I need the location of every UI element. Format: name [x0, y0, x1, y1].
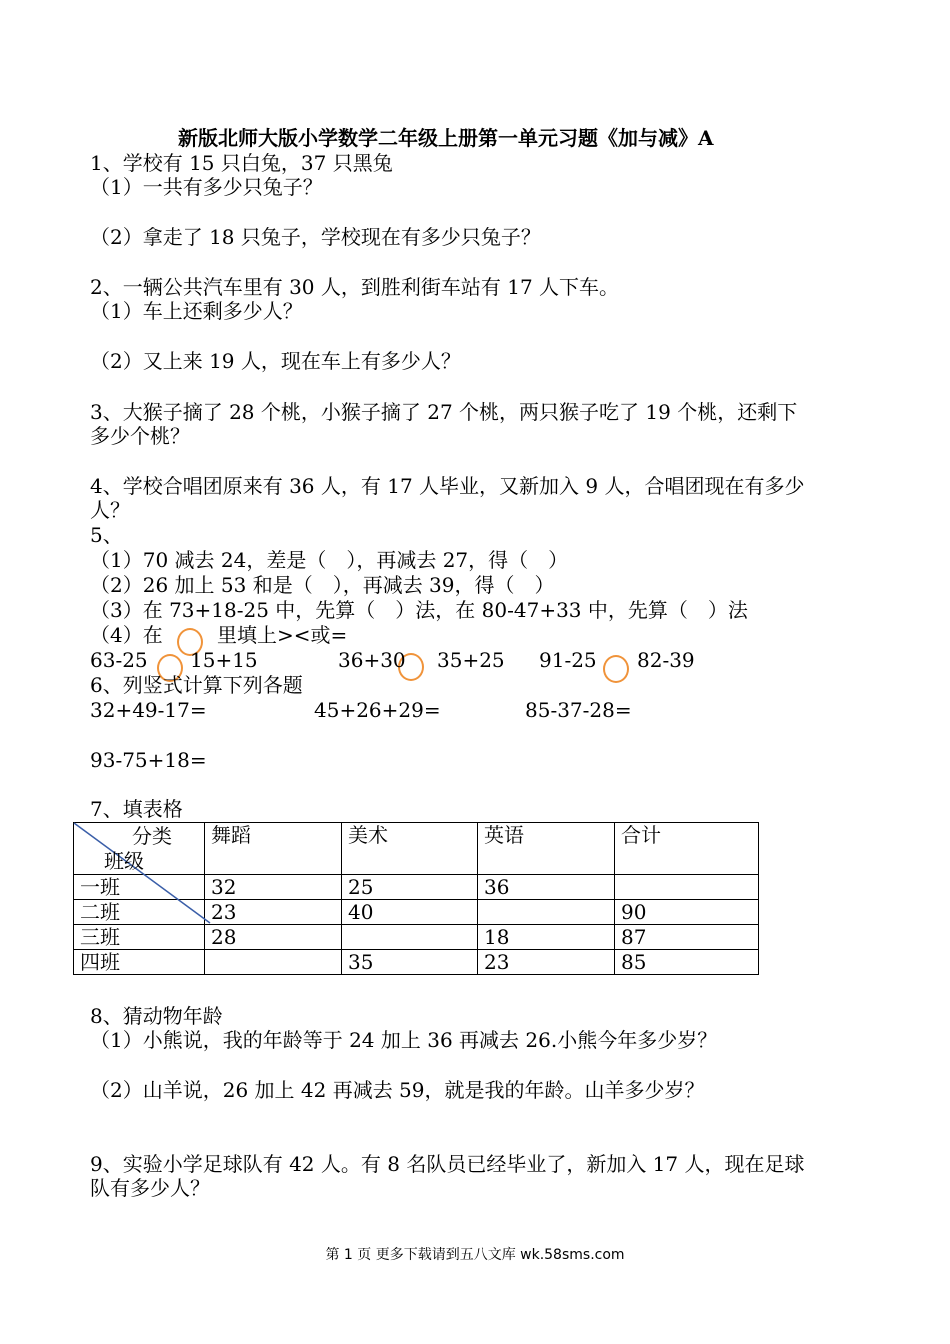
q6-expr-3: 85-37-28= — [525, 698, 632, 722]
table-cell: 28 — [205, 925, 342, 950]
table-row — [74, 950, 759, 975]
corner-bottom-label: 班级 — [104, 849, 144, 873]
q3-line2: 多少个桃？ — [90, 424, 190, 448]
table-header: 美术 — [342, 823, 478, 875]
table-cell: 35 — [342, 950, 478, 975]
q3-line1: 3、大猴子摘了 28 个桃，小猴子摘了 27 个桃，两只猴子吃了 19 个桃，还剩下 — [90, 400, 798, 424]
table-header: 合计 — [615, 823, 759, 875]
table-header: 英语 — [478, 823, 615, 875]
q1-part1: （1）一共有多少只兔子？ — [90, 175, 323, 199]
q5-part1: （1）70 减去 24，差是（ ），再减去 27，得（ ） — [90, 548, 569, 572]
q2-part1: （1）车上还剩多少人？ — [90, 299, 303, 323]
q6-stem: 6、列竖式计算下列各题 — [90, 673, 303, 697]
q2-stem: 2、一辆公共汽车里有 30 人，到胜利街车站有 17 人下车。 — [90, 275, 620, 299]
table-header: 舞蹈 — [205, 823, 342, 875]
q4-line2: 人？ — [90, 498, 130, 522]
page-title: 新版北师大版小学数学二年级上册第一单元习题《加与减》A — [178, 126, 714, 150]
compare-2-left: 36+30 — [338, 648, 406, 672]
compare-1-left: 63-25 — [90, 648, 148, 672]
table-cell: 87 — [615, 925, 759, 950]
q8-stem: 8、猜动物年龄 — [90, 1004, 223, 1028]
q7-stem: 7、填表格 — [90, 797, 183, 821]
q5-part3: （3）在 73+18-25 中，先算（ ）法，在 80-47+33 中，先算（ ）法 — [90, 598, 748, 622]
table-cell: 23 — [205, 900, 342, 925]
q8-part2: （2）山羊说，26 加上 42 再减去 59，就是我的年龄。山羊多少岁？ — [90, 1078, 705, 1102]
compare-2-right: 35+25 — [437, 648, 505, 672]
q5-part4-prefix: （4）在 — [90, 623, 163, 647]
q6-expr-4: 93-75+18= — [90, 748, 207, 772]
q9-line1: 9、实验小学足球队有 42 人。有 8 名队员已经毕业了，新加入 17 人，现在足球 — [90, 1152, 805, 1176]
table-row — [74, 925, 759, 950]
row-label: 三班 — [74, 925, 205, 950]
q4-line1: 4、学校合唱团原来有 36 人，有 17 人毕业，又新加入 9 人，合唱团现在有多少 — [90, 474, 805, 498]
q5-part2: （2）26 加上 53 和是（ ），再减去 39，得（ ） — [90, 573, 555, 597]
q6-expr-1: 32+49-17= — [90, 698, 207, 722]
row-label: 二班 — [74, 900, 205, 925]
q5-part4-suffix: 里填上><或= — [217, 623, 348, 647]
table-cell: 18 — [478, 925, 615, 950]
row-label: 四班 — [74, 950, 205, 975]
table-cell[interactable] — [205, 950, 342, 975]
q5-stem: 5、 — [90, 523, 123, 547]
table-cell[interactable] — [478, 900, 615, 925]
q2-part2: （2）又上来 19 人，现在车上有多少人？ — [90, 349, 461, 373]
table-cell: 85 — [615, 950, 759, 975]
q6-expr-2: 45+26+29= — [314, 698, 441, 722]
row-label: 一班 — [74, 875, 205, 900]
table-cell: 90 — [615, 900, 759, 925]
table-cell: 25 — [342, 875, 478, 900]
table-corner-cell — [74, 823, 205, 875]
compare-3-right: 82-39 — [637, 648, 695, 672]
compare-3-left: 91-25 — [539, 648, 597, 672]
q1-stem: 1、学校有 15 只白兔，37 只黑兔 — [90, 151, 393, 175]
page-footer: 第 1 页 更多下载请到五八文库 wk.58sms.com — [325, 1247, 625, 1263]
compare-1-right: 15+15 — [190, 648, 258, 672]
q1-part2: （2）拿走了 18 只兔子，学校现在有多少只兔子？ — [90, 225, 541, 249]
corner-top-label: 分类 — [132, 824, 172, 848]
table-cell: 23 — [478, 950, 615, 975]
fill-in-table — [73, 822, 759, 975]
table-cell[interactable] — [342, 925, 478, 950]
q8-part1: （1）小熊说，我的年龄等于 24 加上 36 再减去 26.小熊今年多少岁？ — [90, 1028, 718, 1052]
table-cell[interactable] — [615, 875, 759, 900]
table-cell: 40 — [342, 900, 478, 925]
table-cell: 36 — [478, 875, 615, 900]
compare-circle-icon[interactable] — [603, 655, 629, 683]
table-cell: 32 — [205, 875, 342, 900]
q9-line2: 队有多少人？ — [90, 1176, 210, 1200]
